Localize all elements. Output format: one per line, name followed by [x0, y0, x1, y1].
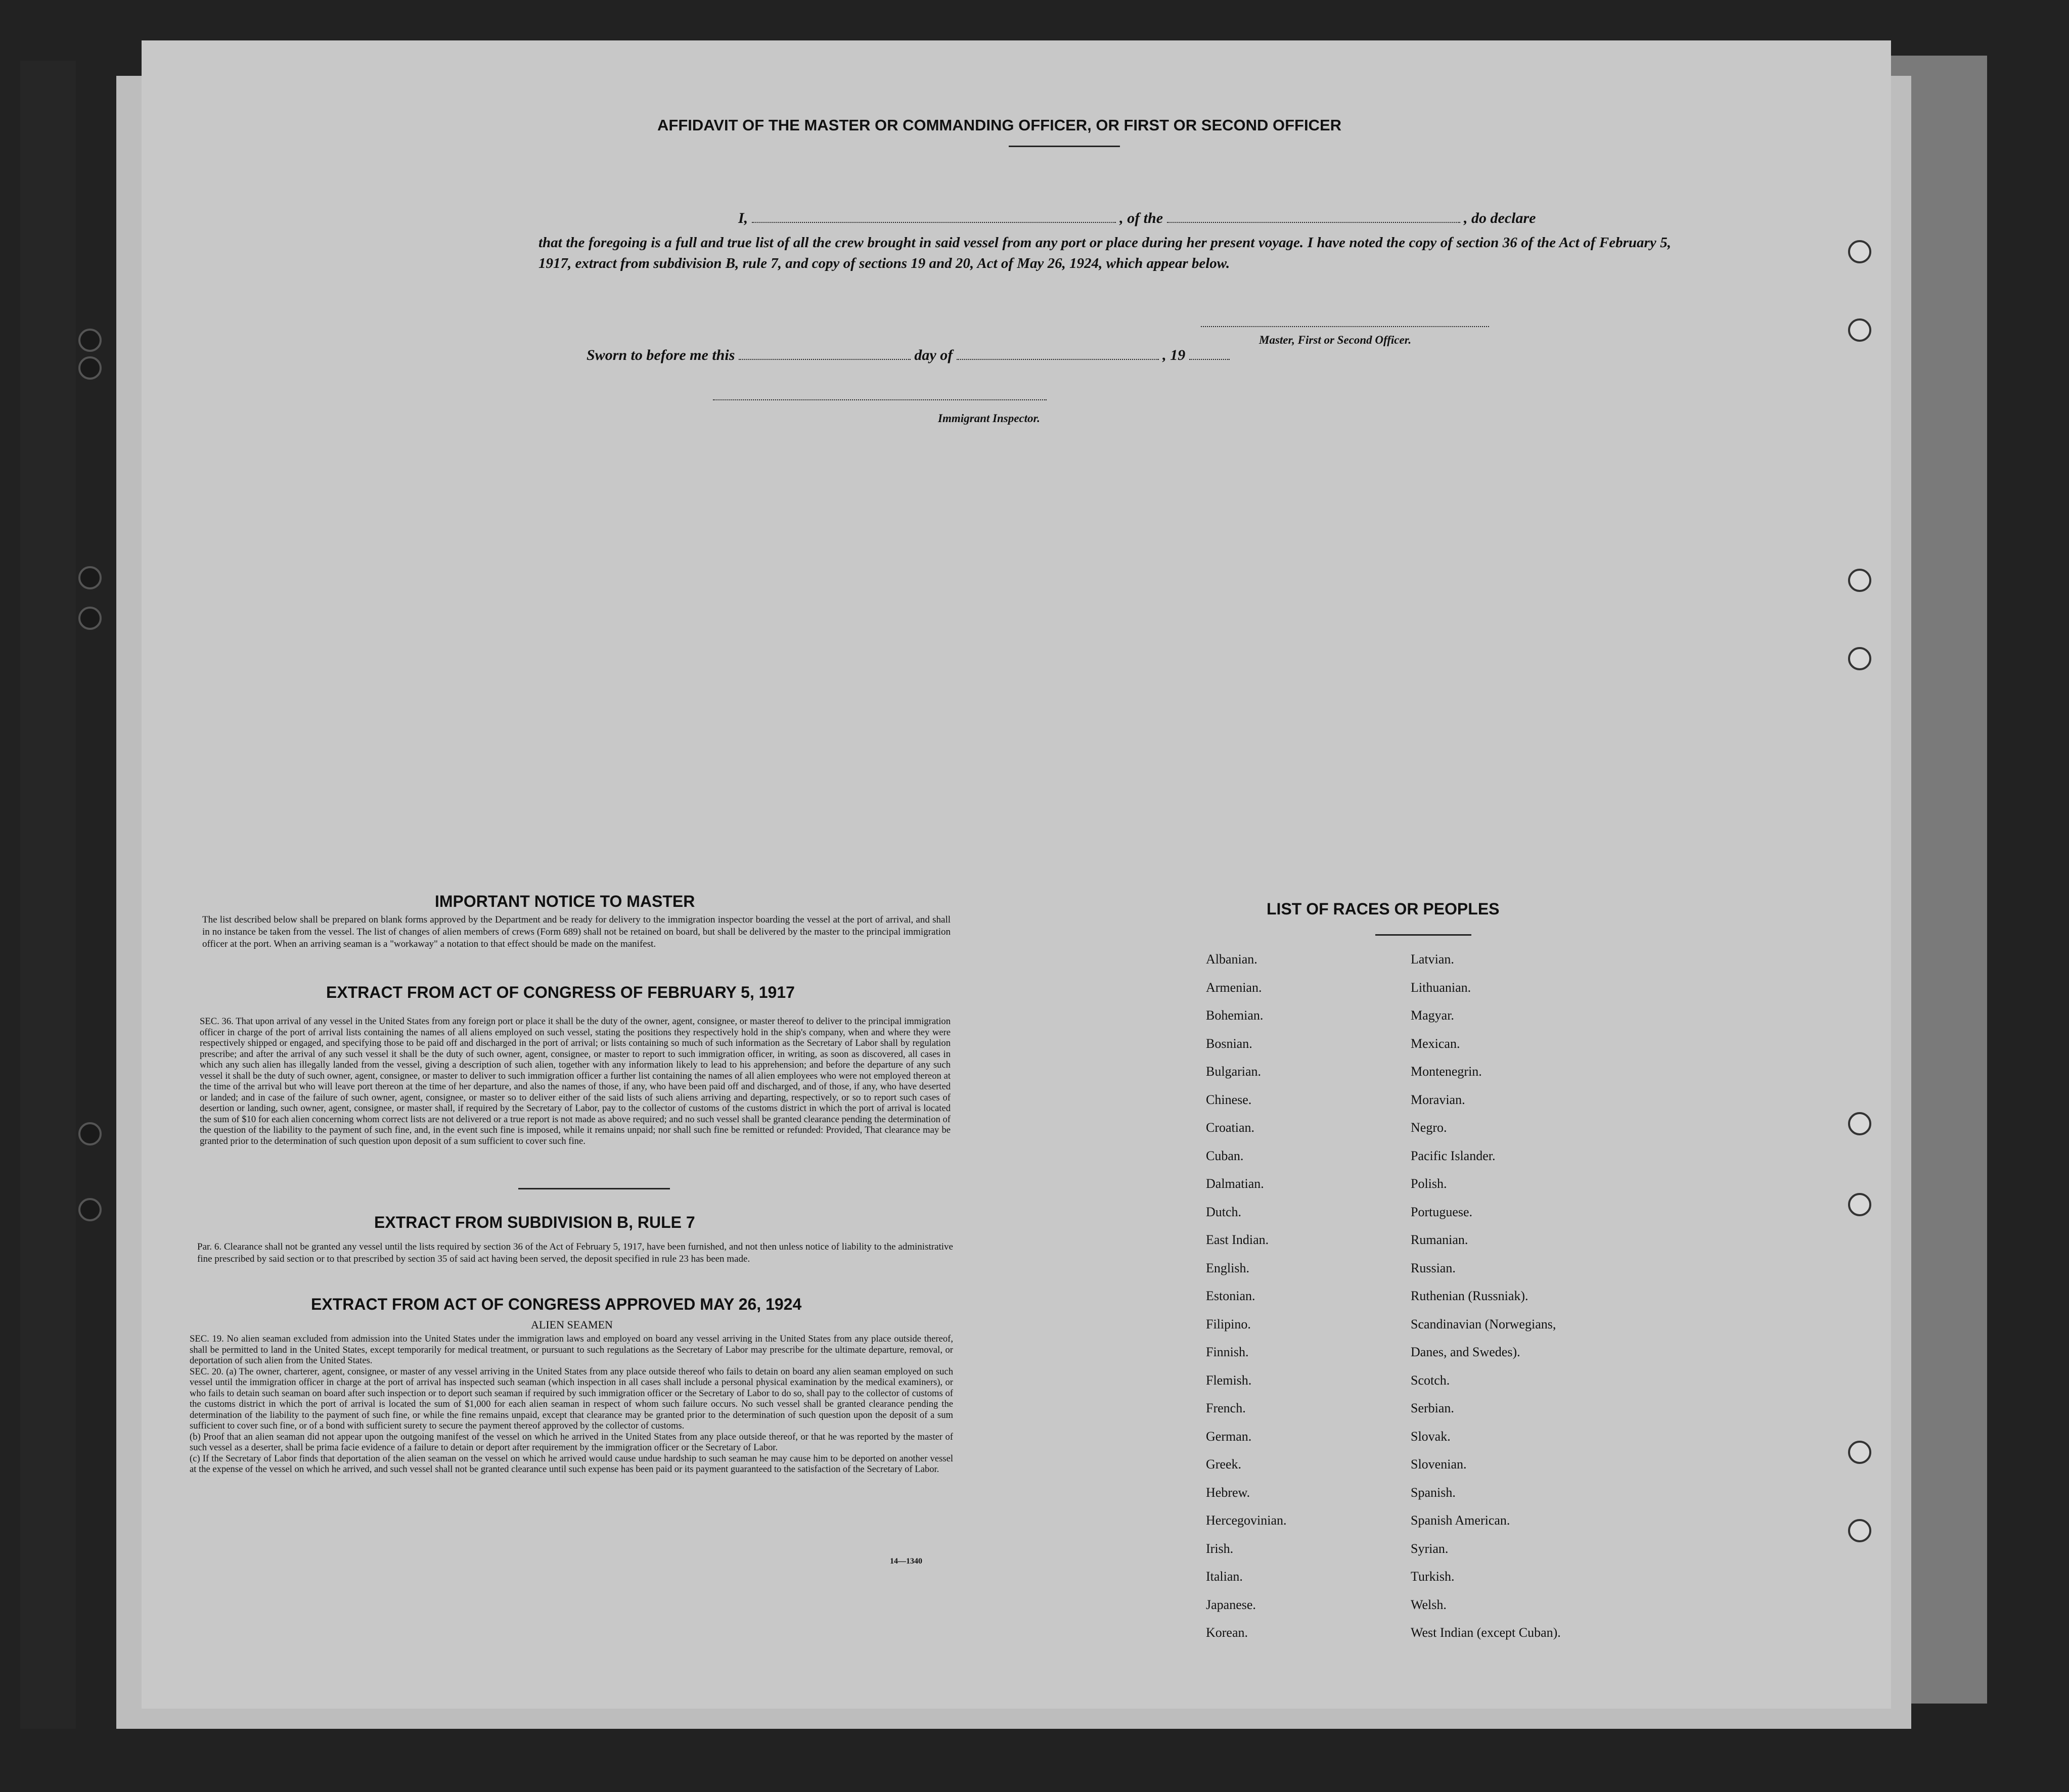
extract-1917-title: EXTRACT FROM ACT OF CONGRESS OF FEBRUARY 5, 1917 — [326, 983, 795, 1001]
affidavit-declare-label: , do declare — [1464, 210, 1536, 226]
races-left-column — [1206, 945, 1287, 1647]
affidavit-body: that the foregoing is a full and true list of all the crew brought in said vessel from any port or place during her present voyage. I have noted the copy of section 36 of the Act of February 5, 1917, extract from subdivision B, rule 7, and copy of sections 19 and 20, Act of May 26, 1924, which appear below. — [538, 235, 1671, 271]
binding-strip-left — [20, 61, 76, 1729]
affidavit-line1 — [738, 210, 1671, 227]
race-item: Spanish. — [1411, 1485, 1456, 1500]
race-item: Magyar. — [1411, 1008, 1454, 1023]
section-divider — [518, 1188, 670, 1189]
race-item: German. — [1206, 1429, 1252, 1444]
vessel-blank[interactable] — [1167, 222, 1460, 223]
race-item: Turkish. — [1411, 1569, 1455, 1584]
extract-1917-text: SEC. 36. That upon arrival of any vessel in the United States from any foreign port or place it shall be the duty of the owner, agent, consignee, or master thereof to deliver to the principal immigration officer in charge of the port of arrival lists containing the names of all aliens employed on such vessel, stating the positions they respectively hold in the ship's company, when and where they were respectively shipped or engaged, and specifying those to be paid off and discharged in the port of arrival; or lists containing so much of such information as the Secretary of Labor shall by regulation prescribe; and after the arrival of any such vessel it shall be the duty of such owner, agent, consignee, or master to report to such immigration officer, in writing, as soon as discovered, all cases in which any such alien has illegally landed from the vessel, giving a description of such alien, together with any information likely to lead to his apprehension; and before the departure of any such vessel it shall be the duty of such owner, agent, consignee, or master to deliver to such immigration officer a further list containing the names of all alien employees who were not employed thereon at the time of the arrival but who will leave port thereon at the time of her departure, and also the names of those, if any, who have been paid off and discharged, and of those, if any, who have deserted or landed; and in case of the failure of such owner, agent, consignee, or master so to deliver either of the said lists of such aliens arriving and departing, respectively, or so to report such cases of desertion or landing, such owner, agent, consignee, or master shall, if required by the Secretary of Labor, pay to the collector of customs of the customs district in which the port of arrival is located the sum of $10 for each alien concerning whom correct lists are not delivered or a true report is not made as above required; and no such vessel shall be granted clearance pending the determination of the question of the liability to the payment of such fine, and, in the event such fine is imposed, while it remains unpaid; nor shall such fine be remitted or refunded: Provided, That clearance may be granted prior to the determination of such question upon deposit of a sum sufficient to cover such fine. — [200, 1016, 951, 1146]
races-title: LIST OF RACES OR PEOPLES — [1267, 900, 1500, 918]
race-item: Bohemian. — [1206, 1008, 1264, 1023]
race-item: Ruthenian (Russniak). — [1411, 1289, 1528, 1303]
year-label: , 19 — [1162, 347, 1186, 363]
sworn-label: Sworn to before me this — [587, 347, 735, 363]
race-item: Pacific Islander. — [1411, 1148, 1496, 1163]
race-item: Hebrew. — [1206, 1485, 1250, 1500]
race-item: Slovenian. — [1411, 1457, 1467, 1472]
sworn-month-blank[interactable] — [957, 359, 1159, 360]
punch-hole — [1848, 1193, 1871, 1216]
section-19-text: SEC. 19. No alien seaman excluded from admission into the United States under the immigration laws and employed on board any vessel arriving in the United States from any place outside thereof, shall be permitted to land in the United States, except temporarily for medical treatment, or pursuant to such regulations as the Secretary of Labor may prescribe for the ultimate departure, removal, or deportation of such alien from the United States. — [190, 1334, 953, 1366]
race-item: Italian. — [1206, 1569, 1243, 1584]
race-item: West Indian (except Cuban). — [1411, 1625, 1561, 1640]
affidavit-title-rule — [1009, 146, 1120, 147]
race-item: Negro. — [1411, 1120, 1447, 1135]
race-item: Chinese. — [1206, 1092, 1252, 1107]
race-item: Flemish. — [1206, 1372, 1252, 1388]
race-item: Spanish American. — [1411, 1513, 1510, 1528]
binder-hole — [78, 356, 102, 380]
race-item: Dalmatian. — [1206, 1176, 1264, 1191]
race-item: Rumanian. — [1411, 1232, 1468, 1247]
affidavit-i-label: I, — [738, 210, 748, 226]
extract-rule7-text: Par. 6. Clearance shall not be granted any vessel until the lists required by section 36 of the Act of February 5, 1917, have been furnished, and not then unless notice of liability to the administrative fine prescribed by said section or to that prescribed by section 35 of said act having been served, the deposit specified in rule 23 has been made. — [197, 1242, 953, 1264]
race-item: French. — [1206, 1401, 1246, 1415]
binder-hole — [78, 566, 102, 589]
race-item: Croatian. — [1206, 1120, 1255, 1135]
sworn-year-blank[interactable] — [1189, 359, 1230, 360]
section-20b-text: (b) Proof that an alien seaman did not appear upon the outgoing manifest of the vessel on which he arrived in the United States from any place outside thereof, or that he was reported by the master of such vessel as a deserter, shall be prima facie evidence of a failure to detain or deport after requirement by the immigration officer or the Secretary of Labor. — [190, 1431, 953, 1453]
race-item: Bosnian. — [1206, 1036, 1252, 1051]
race-item: Danes, and Swedes). — [1411, 1345, 1520, 1359]
punch-hole — [1848, 1441, 1871, 1464]
races-title-rule — [1375, 934, 1471, 936]
punch-hole — [1848, 1112, 1871, 1135]
punch-hole — [1848, 318, 1871, 342]
race-item: Greek. — [1206, 1457, 1242, 1472]
race-item: Slovak. — [1411, 1429, 1451, 1444]
document-page — [142, 40, 1891, 1709]
extract-1924-text — [190, 1334, 953, 1475]
name-blank[interactable] — [752, 222, 1116, 223]
binder-hole — [78, 607, 102, 630]
binder-hole — [78, 1198, 102, 1221]
race-item: Armenian. — [1206, 980, 1262, 995]
race-item: Bulgarian. — [1206, 1064, 1262, 1079]
race-item: Estonian. — [1206, 1289, 1255, 1303]
section-20c-text: (c) If the Secretary of Labor finds that deportation of the alien seaman on the vessel on which he arrived would cause undue hardship to such seaman he may cause him to be deported on another vessel at the expense of the vessel on which he arrived, and such vessel shall not be granted clearance until such expense has been paid or its payment guaranteed to the satisfaction of the Secretary of Labor. — [190, 1453, 953, 1475]
sworn-date-blank[interactable] — [739, 359, 911, 360]
signature-caption: Master, First or Second Officer. — [1259, 334, 1412, 346]
extract-rule7-title: EXTRACT FROM SUBDIVISION B, RULE 7 — [374, 1213, 695, 1231]
notice-text: The list described below shall be prepared on blank forms approved by the Department and be ready for delivery to the immigration inspector boarding the vessel at the port of arrival, and shall in no instance be taken from the vessel. The list of changes of alien members of crews (Form 689) shall not be retained on board, but shall be delivered by the master to the principal immigration officer at the port. When an arriving seaman is a "workaway" a notation to that effect should be made on the manifest. — [202, 914, 951, 949]
race-item: Dutch. — [1206, 1204, 1242, 1219]
race-item: Japanese. — [1206, 1597, 1256, 1612]
race-item: Serbian. — [1411, 1401, 1454, 1415]
binder-hole — [78, 329, 102, 352]
race-item: Cuban. — [1206, 1148, 1244, 1163]
section-20a-text: SEC. 20. (a) The owner, charterer, agent, consignee, or master of any vessel arriving in the United States from any place outside thereof who fails to detain on board any alien seaman employed on such vessel until the immigration officer in charge at the port of arrival has inspected such seaman (which inspection in all cases shall include a personal physical examination by the medical examiners), or who fails to detain such seaman on board after such inspection or to deport such seaman if required by such immigration officer or the Secretary of Labor to do so, shall pay to the collector of customs of the customs district in which the port of arrival is located the sum of $1,000 for each alien seaman in respect of whom such failure occurs. No such vessel shall be granted clearance pending the determination of the liability to the payment of such fine, or while the fine remains unpaid, except that clearance may be granted prior to the determination of such question upon the deposit of a sum sufficient to cover such fine, or of a bond with sufficient surety to secure the payment thereof approved by the collector of customs. — [190, 1366, 953, 1431]
alien-seamen-subtitle: ALIEN SEAMEN — [531, 1318, 613, 1331]
race-item: Finnish. — [1206, 1345, 1249, 1359]
punch-hole — [1848, 569, 1871, 592]
inspector-caption: Immigrant Inspector. — [938, 412, 1040, 425]
race-item: Portuguese. — [1411, 1204, 1473, 1219]
punch-hole — [1848, 1519, 1871, 1542]
race-item: Montenegrin. — [1411, 1064, 1482, 1079]
races-right-column — [1411, 945, 1561, 1647]
signature-line[interactable] — [1201, 326, 1489, 327]
extract-1924-title: EXTRACT FROM ACT OF CONGRESS APPROVED MAY 26, 1924 — [311, 1295, 802, 1313]
sworn-line — [587, 347, 1230, 364]
race-item: Irish. — [1206, 1541, 1234, 1556]
race-item: Albanian. — [1206, 952, 1257, 967]
binder-hole — [78, 1122, 102, 1145]
punch-hole — [1848, 647, 1871, 670]
race-item: Syrian. — [1411, 1541, 1449, 1556]
race-item: Scandinavian (Norwegians, — [1411, 1316, 1556, 1331]
race-item: Polish. — [1411, 1176, 1447, 1191]
race-item: Latvian. — [1411, 952, 1454, 967]
race-item: Hercegovinian. — [1206, 1513, 1287, 1528]
affidavit-title: AFFIDAVIT OF THE MASTER OR COMMANDING OFFICER, OR FIRST OR SECOND OFFICER — [657, 116, 1342, 134]
race-item: Lithuanian. — [1411, 980, 1471, 995]
day-of-label: day of — [914, 347, 953, 363]
race-item: Korean. — [1206, 1625, 1248, 1640]
race-item: East Indian. — [1206, 1232, 1269, 1247]
race-item: Filipino. — [1206, 1316, 1251, 1331]
affidavit-of-label: , of the — [1119, 210, 1163, 226]
race-item: Mexican. — [1411, 1036, 1460, 1051]
race-item: Welsh. — [1411, 1597, 1447, 1612]
race-item: Moravian. — [1411, 1092, 1465, 1107]
inspector-line[interactable] — [713, 399, 1047, 400]
race-item: Scotch. — [1411, 1372, 1450, 1388]
race-item: English. — [1206, 1260, 1249, 1275]
race-item: Russian. — [1411, 1260, 1456, 1275]
notice-title: IMPORTANT NOTICE TO MASTER — [435, 892, 695, 910]
punch-hole — [1848, 240, 1871, 263]
form-number: 14—1340 — [890, 1557, 922, 1566]
